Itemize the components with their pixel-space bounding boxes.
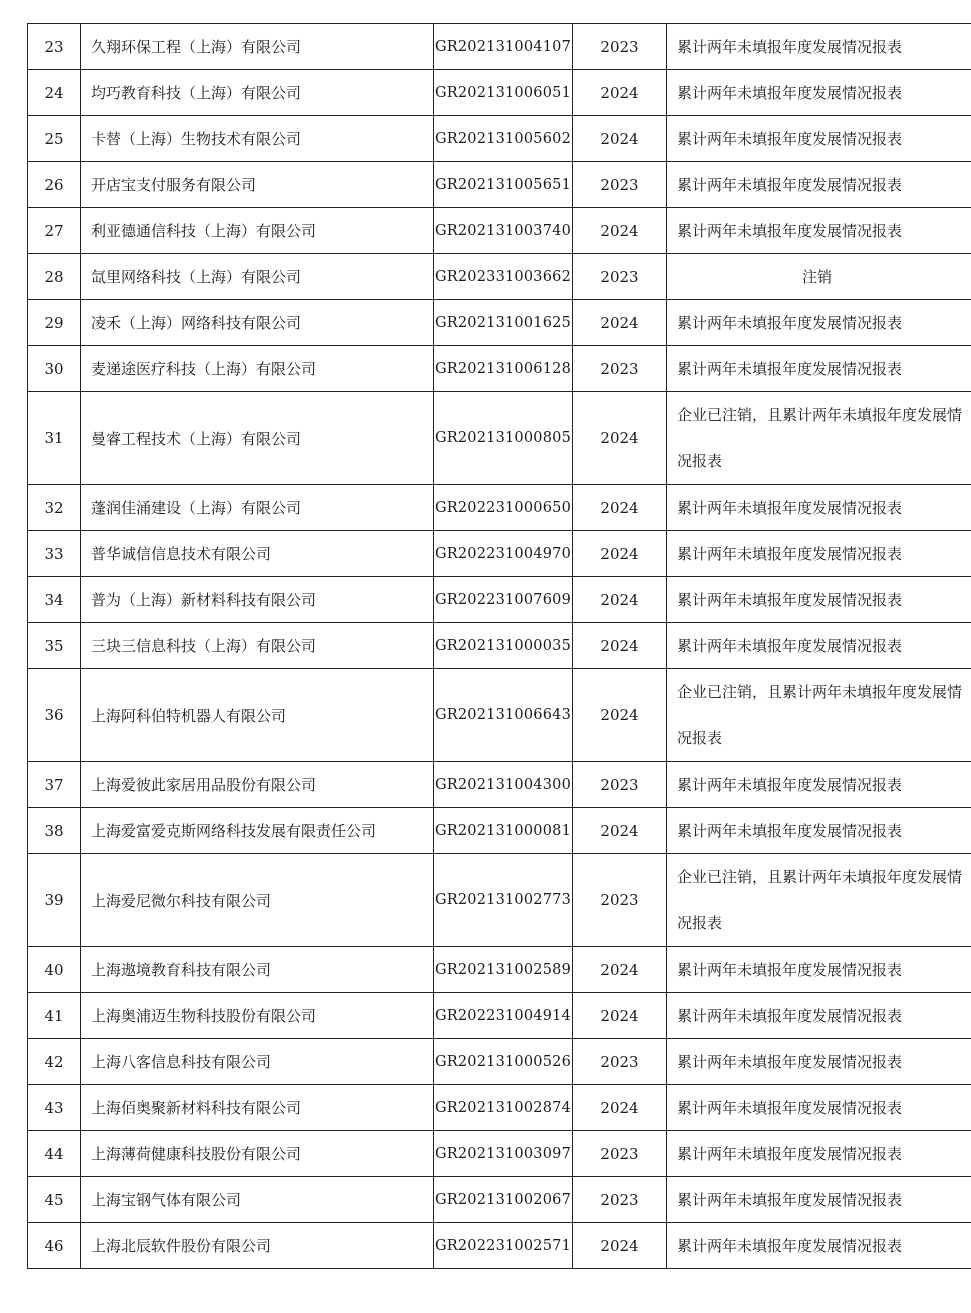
- row-number: 25: [28, 116, 81, 162]
- certificate-number: GR202231004970: [434, 531, 573, 577]
- certificate-number: GR202131000526: [434, 1039, 573, 1085]
- row-number: 32: [28, 485, 81, 531]
- company-name: 普华诚信信息技术有限公司: [81, 531, 434, 577]
- company-name: 上海奥浦迈生物科技股份有限公司: [81, 993, 434, 1039]
- table-row: [28, 1039, 971, 1085]
- table-row: [28, 1177, 971, 1223]
- year: 2024: [573, 577, 667, 623]
- table-row: [28, 577, 971, 623]
- certificate-number: GR202131003097: [434, 1131, 573, 1177]
- year: 2024: [573, 669, 667, 762]
- table-row: [28, 762, 971, 808]
- row-number: 31: [28, 392, 81, 485]
- table-row: [28, 1131, 971, 1177]
- revocation-reason: 累计两年未填报年度发展情况报表: [667, 300, 971, 346]
- table-row: [28, 993, 971, 1039]
- year: 2024: [573, 1085, 667, 1131]
- company-name: 麦递途医疗科技（上海）有限公司: [81, 346, 434, 392]
- certificate-number: GR202131004300: [434, 762, 573, 808]
- revocation-reason: 累计两年未填报年度发展情况报表: [667, 24, 971, 70]
- year: 2024: [573, 208, 667, 254]
- table-row: [28, 300, 971, 346]
- table-row: [28, 346, 971, 392]
- certificate-number: GR202131002874: [434, 1085, 573, 1131]
- year: 2024: [573, 392, 667, 485]
- company-name: 上海佰奥聚新材料科技有限公司: [81, 1085, 434, 1131]
- table-row: [28, 392, 971, 485]
- revocation-reason: 累计两年未填报年度发展情况报表: [667, 808, 971, 854]
- certificate-number: GR202131006128: [434, 346, 573, 392]
- revocation-reason: 累计两年未填报年度发展情况报表: [667, 531, 971, 577]
- row-number: 24: [28, 70, 81, 116]
- year: 2023: [573, 346, 667, 392]
- row-number: 26: [28, 162, 81, 208]
- row-number: 43: [28, 1085, 81, 1131]
- certificate-number: GR202131005651: [434, 162, 573, 208]
- row-number: 44: [28, 1131, 81, 1177]
- revocation-reason: 企业已注销，且累计两年未填报年度发展情况报表: [667, 854, 971, 947]
- company-name: 上海薄荷健康科技股份有限公司: [81, 1131, 434, 1177]
- revocation-reason: 累计两年未填报年度发展情况报表: [667, 1223, 971, 1269]
- row-number: 30: [28, 346, 81, 392]
- year: 2023: [573, 762, 667, 808]
- certificate-number: GR202131006643: [434, 669, 573, 762]
- certificate-number: GR202131002773: [434, 854, 573, 947]
- revocation-reason: 累计两年未填报年度发展情况报表: [667, 162, 971, 208]
- company-name: 蓬润佳涌建设（上海）有限公司: [81, 485, 434, 531]
- revocation-reason: 累计两年未填报年度发展情况报表: [667, 577, 971, 623]
- revocation-reason: 累计两年未填报年度发展情况报表: [667, 70, 971, 116]
- certificate-number: GR202231000650: [434, 485, 573, 531]
- table-row: [28, 531, 971, 577]
- year: 2024: [573, 300, 667, 346]
- table-row: [28, 208, 971, 254]
- year: 2023: [573, 24, 667, 70]
- row-number: 38: [28, 808, 81, 854]
- table-row: [28, 1223, 971, 1269]
- table-row: [28, 1085, 971, 1131]
- row-number: 23: [28, 24, 81, 70]
- year: 2024: [573, 116, 667, 162]
- certificate-number: GR202131003740: [434, 208, 573, 254]
- year: 2024: [573, 1223, 667, 1269]
- certificate-number: GR202131004107: [434, 24, 573, 70]
- table-row: [28, 485, 971, 531]
- table-row: [28, 669, 971, 762]
- revocation-reason: 累计两年未填报年度发展情况报表: [667, 623, 971, 669]
- revocation-reason: 累计两年未填报年度发展情况报表: [667, 1131, 971, 1177]
- company-name: 上海北辰软件股份有限公司: [81, 1223, 434, 1269]
- company-table-body: [28, 24, 971, 1269]
- certificate-number: GR202231004914: [434, 993, 573, 1039]
- company-name: 利亚德通信科技（上海）有限公司: [81, 208, 434, 254]
- certificate-number: GR202231002571: [434, 1223, 573, 1269]
- year: 2024: [573, 623, 667, 669]
- company-name: 曼睿工程技术（上海）有限公司: [81, 392, 434, 485]
- row-number: 36: [28, 669, 81, 762]
- company-table: [27, 23, 971, 1269]
- row-number: 27: [28, 208, 81, 254]
- revocation-reason: 累计两年未填报年度发展情况报表: [667, 1039, 971, 1085]
- year: 2024: [573, 808, 667, 854]
- year: 2024: [573, 531, 667, 577]
- row-number: 35: [28, 623, 81, 669]
- revocation-reason: 累计两年未填报年度发展情况报表: [667, 1085, 971, 1131]
- revocation-reason: 累计两年未填报年度发展情况报表: [667, 762, 971, 808]
- company-name: 均巧教育科技（上海）有限公司: [81, 70, 434, 116]
- table-row: [28, 254, 971, 300]
- year: 2023: [573, 1131, 667, 1177]
- row-number: 37: [28, 762, 81, 808]
- company-name: 久翔环保工程（上海）有限公司: [81, 24, 434, 70]
- revocation-reason: 累计两年未填报年度发展情况报表: [667, 208, 971, 254]
- row-number: 34: [28, 577, 81, 623]
- certificate-number: GR202231007609: [434, 577, 573, 623]
- revocation-reason: 累计两年未填报年度发展情况报表: [667, 947, 971, 993]
- revocation-reason: 累计两年未填报年度发展情况报表: [667, 346, 971, 392]
- company-name: 上海遨境教育科技有限公司: [81, 947, 434, 993]
- certificate-number: GR202131001625: [434, 300, 573, 346]
- company-name: 卡替（上海）生物技术有限公司: [81, 116, 434, 162]
- certificate-number: GR202131005602: [434, 116, 573, 162]
- revocation-reason: 累计两年未填报年度发展情况报表: [667, 485, 971, 531]
- certificate-number: GR202131000035: [434, 623, 573, 669]
- revocation-reason: 累计两年未填报年度发展情况报表: [667, 993, 971, 1039]
- certificate-number: GR202131000081: [434, 808, 573, 854]
- row-number: 39: [28, 854, 81, 947]
- row-number: 33: [28, 531, 81, 577]
- table-row: [28, 116, 971, 162]
- year: 2023: [573, 162, 667, 208]
- certificate-number: GR202331003662: [434, 254, 573, 300]
- row-number: 41: [28, 993, 81, 1039]
- company-name: 氙里网络科技（上海）有限公司: [81, 254, 434, 300]
- row-number: 40: [28, 947, 81, 993]
- year: 2023: [573, 1039, 667, 1085]
- year: 2024: [573, 70, 667, 116]
- company-name: 上海阿科伯特机器人有限公司: [81, 669, 434, 762]
- company-name: 开店宝支付服务有限公司: [81, 162, 434, 208]
- table-row: [28, 70, 971, 116]
- year: 2023: [573, 254, 667, 300]
- revocation-reason: 累计两年未填报年度发展情况报表: [667, 1177, 971, 1223]
- year: 2023: [573, 1177, 667, 1223]
- row-number: 42: [28, 1039, 81, 1085]
- table-row: [28, 24, 971, 70]
- table-row: [28, 808, 971, 854]
- year: 2023: [573, 854, 667, 947]
- certificate-number: GR202131000805: [434, 392, 573, 485]
- company-name: 上海爱彼此家居用品股份有限公司: [81, 762, 434, 808]
- certificate-number: GR202131002589: [434, 947, 573, 993]
- company-name: 上海爱富爱克斯网络科技发展有限责任公司: [81, 808, 434, 854]
- revocation-reason: 企业已注销，且累计两年未填报年度发展情况报表: [667, 392, 971, 485]
- year: 2024: [573, 947, 667, 993]
- company-name: 三块三信息科技（上海）有限公司: [81, 623, 434, 669]
- revocation-reason: 企业已注销，且累计两年未填报年度发展情况报表: [667, 669, 971, 762]
- company-name: 上海爱尼微尔科技有限公司: [81, 854, 434, 947]
- row-number: 45: [28, 1177, 81, 1223]
- certificate-number: GR202131002067: [434, 1177, 573, 1223]
- year: 2024: [573, 993, 667, 1039]
- row-number: 46: [28, 1223, 81, 1269]
- row-number: 28: [28, 254, 81, 300]
- certificate-number: GR202131006051: [434, 70, 573, 116]
- company-name: 上海八客信息科技有限公司: [81, 1039, 434, 1085]
- row-number: 29: [28, 300, 81, 346]
- table-row: [28, 854, 971, 947]
- revocation-reason: 注销: [667, 254, 971, 300]
- table-row: [28, 947, 971, 993]
- year: 2024: [573, 485, 667, 531]
- company-name: 上海宝钢气体有限公司: [81, 1177, 434, 1223]
- revocation-reason: 累计两年未填报年度发展情况报表: [667, 116, 971, 162]
- table-row: [28, 162, 971, 208]
- table-row: [28, 623, 971, 669]
- company-name: 凌禾（上海）网络科技有限公司: [81, 300, 434, 346]
- company-name: 普为（上海）新材料科技有限公司: [81, 577, 434, 623]
